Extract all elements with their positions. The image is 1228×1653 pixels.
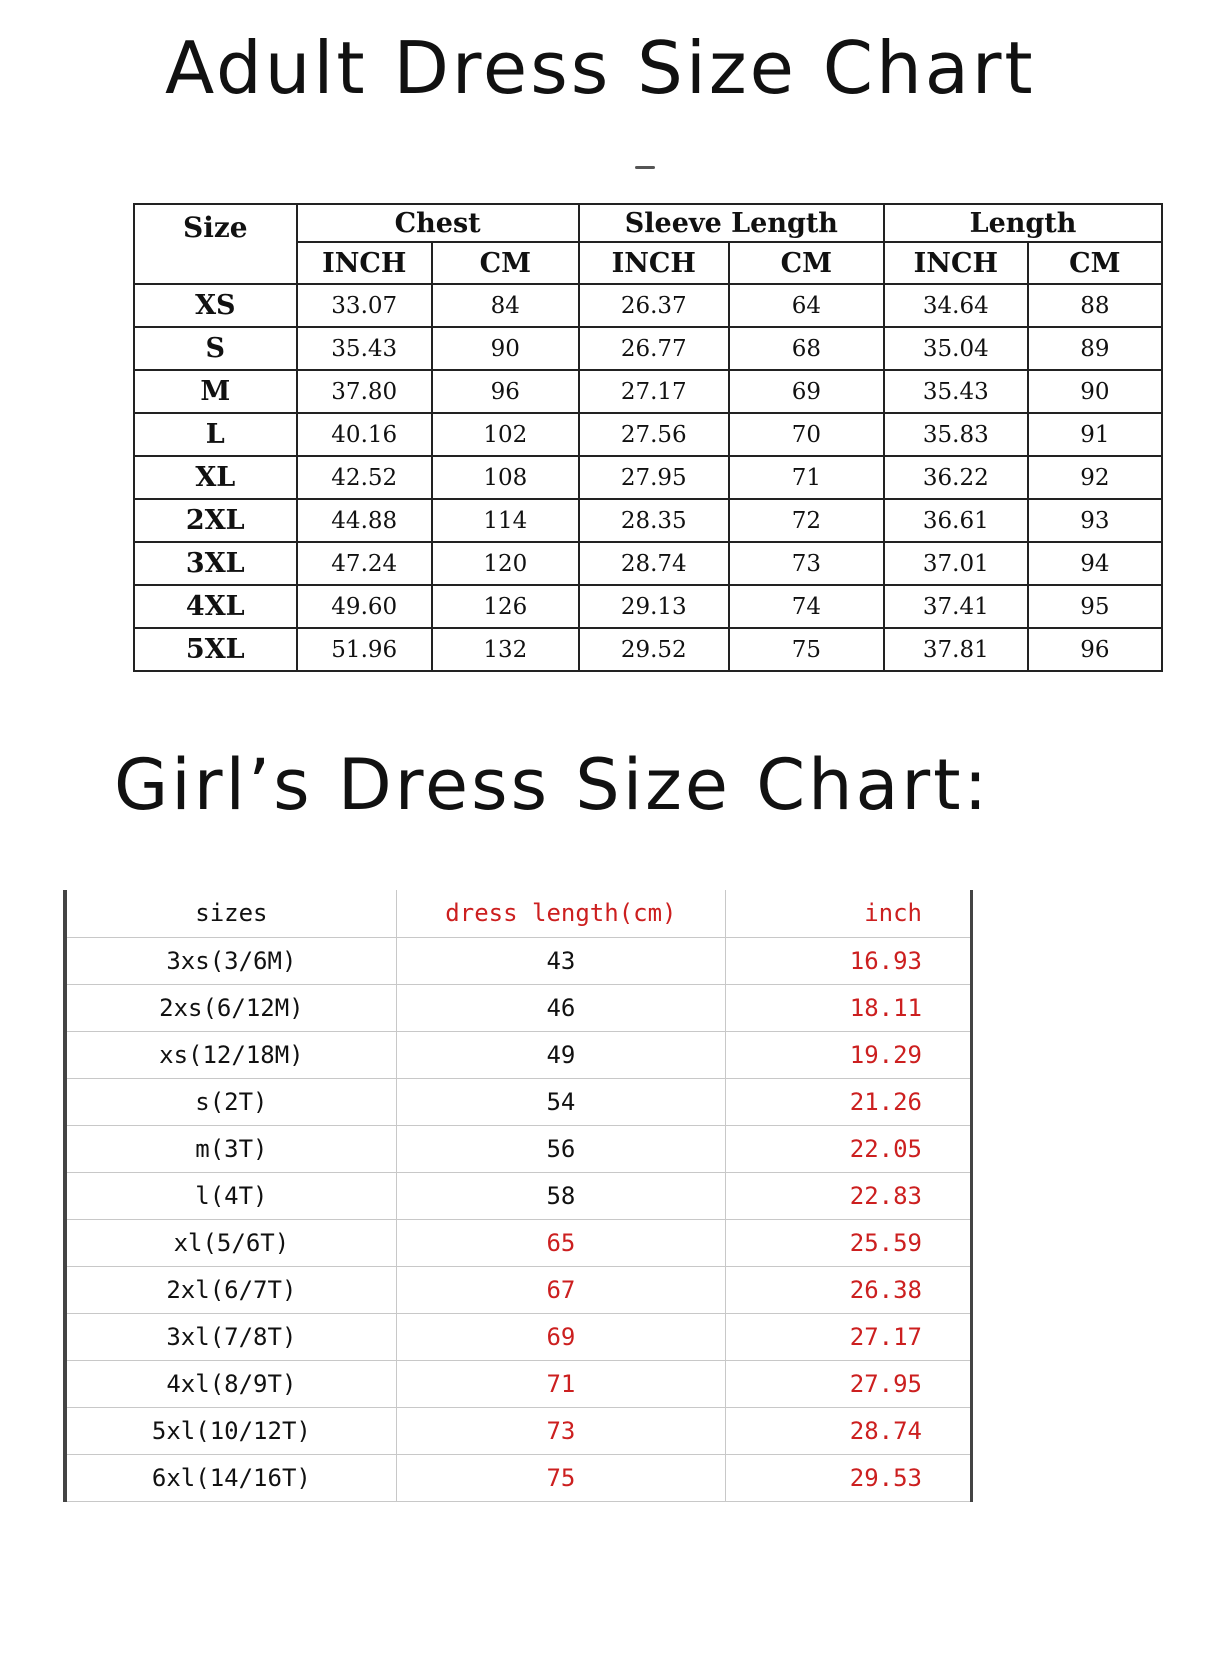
length-inch-cell: 37.81 bbox=[884, 628, 1028, 671]
size-cell: 6xl(14/16T) bbox=[65, 1454, 396, 1501]
sleeve-cm-header: CM bbox=[729, 242, 884, 284]
size-cell: 2xs(6/12M) bbox=[65, 984, 396, 1031]
dress-length-cm-cell: 65 bbox=[396, 1219, 725, 1266]
inch-header: inch bbox=[726, 890, 972, 937]
inch-cell: 18.11 bbox=[726, 984, 972, 1031]
table-row bbox=[65, 1078, 972, 1125]
length-header: Length bbox=[884, 204, 1162, 242]
sizes-header: sizes bbox=[65, 890, 396, 937]
dress-length-cm-cell: 69 bbox=[396, 1313, 725, 1360]
table-row bbox=[65, 1172, 972, 1219]
size-cell: l(4T) bbox=[65, 1172, 396, 1219]
table-row bbox=[65, 1360, 972, 1407]
dress-length-cm-cell: 71 bbox=[396, 1360, 725, 1407]
table-row bbox=[65, 937, 972, 984]
size-cell: XL bbox=[134, 456, 297, 499]
sleeve-cm-cell: 72 bbox=[729, 499, 884, 542]
chest-cm-cell: 84 bbox=[432, 284, 579, 327]
sleeve-inch-cell: 28.74 bbox=[579, 542, 729, 585]
dress-length-cm-cell: 46 bbox=[396, 984, 725, 1031]
size-cell: XS bbox=[134, 284, 297, 327]
chest-cm-cell: 108 bbox=[432, 456, 579, 499]
adult-table-body bbox=[134, 284, 1162, 671]
size-column-header: Size bbox=[134, 204, 297, 284]
inch-cell: 27.17 bbox=[726, 1313, 972, 1360]
chest-cm-cell: 132 bbox=[432, 628, 579, 671]
table-row bbox=[134, 585, 1162, 628]
length-cm-cell: 89 bbox=[1028, 327, 1162, 370]
size-cell: S bbox=[134, 327, 297, 370]
chest-inch-header: INCH bbox=[297, 242, 432, 284]
inch-cell: 16.93 bbox=[726, 937, 972, 984]
adult-chart-title: Adult Dress Size Chart bbox=[165, 26, 1036, 110]
table-row bbox=[65, 1266, 972, 1313]
size-cell: xs(12/18M) bbox=[65, 1031, 396, 1078]
table-row bbox=[134, 542, 1162, 585]
chest-inch-cell: 40.16 bbox=[297, 413, 432, 456]
length-cm-cell: 96 bbox=[1028, 628, 1162, 671]
sleeve-cm-cell: 64 bbox=[729, 284, 884, 327]
length-inch-cell: 36.61 bbox=[884, 499, 1028, 542]
sleeve-inch-cell: 29.13 bbox=[579, 585, 729, 628]
inch-cell: 22.05 bbox=[726, 1125, 972, 1172]
chest-cm-cell: 120 bbox=[432, 542, 579, 585]
chest-cm-cell: 114 bbox=[432, 499, 579, 542]
girl-table-body bbox=[65, 937, 972, 1501]
table-row bbox=[134, 499, 1162, 542]
inch-cell: 21.26 bbox=[726, 1078, 972, 1125]
adult-size-table bbox=[133, 203, 1163, 672]
size-cell: 4xl(8/9T) bbox=[65, 1360, 396, 1407]
size-cell: 3XL bbox=[134, 542, 297, 585]
size-cell: 2xl(6/7T) bbox=[65, 1266, 396, 1313]
table-row bbox=[65, 1313, 972, 1360]
chest-header: Chest bbox=[297, 204, 579, 242]
length-inch-cell: 37.01 bbox=[884, 542, 1028, 585]
dress-length-cm-cell: 67 bbox=[396, 1266, 725, 1313]
table-row bbox=[134, 456, 1162, 499]
chest-cm-cell: 96 bbox=[432, 370, 579, 413]
sleeve-inch-cell: 26.77 bbox=[579, 327, 729, 370]
dress-length-cm-cell: 54 bbox=[396, 1078, 725, 1125]
inch-cell: 26.38 bbox=[726, 1266, 972, 1313]
chest-cm-header: CM bbox=[432, 242, 579, 284]
sleeve-cm-cell: 71 bbox=[729, 456, 884, 499]
chest-inch-cell: 42.52 bbox=[297, 456, 432, 499]
chest-inch-cell: 37.80 bbox=[297, 370, 432, 413]
inch-cell: 25.59 bbox=[726, 1219, 972, 1266]
length-inch-cell: 35.04 bbox=[884, 327, 1028, 370]
dress-length-cm-cell: 73 bbox=[396, 1407, 725, 1454]
size-cell: s(2T) bbox=[65, 1078, 396, 1125]
chest-inch-cell: 51.96 bbox=[297, 628, 432, 671]
sleeve-inch-cell: 29.52 bbox=[579, 628, 729, 671]
table-row bbox=[134, 413, 1162, 456]
dress-length-cm-cell: 49 bbox=[396, 1031, 725, 1078]
dress-length-cm-cell: 75 bbox=[396, 1454, 725, 1501]
length-cm-cell: 90 bbox=[1028, 370, 1162, 413]
size-cell: 3xs(3/6M) bbox=[65, 937, 396, 984]
length-cm-cell: 91 bbox=[1028, 413, 1162, 456]
sleeve-inch-cell: 27.95 bbox=[579, 456, 729, 499]
chest-inch-cell: 49.60 bbox=[297, 585, 432, 628]
size-cell: L bbox=[134, 413, 297, 456]
table-row bbox=[134, 628, 1162, 671]
inch-cell: 22.83 bbox=[726, 1172, 972, 1219]
size-cell: 2XL bbox=[134, 499, 297, 542]
size-cell: m(3T) bbox=[65, 1125, 396, 1172]
table-row bbox=[134, 327, 1162, 370]
inch-cell: 29.53 bbox=[726, 1454, 972, 1501]
length-cm-cell: 94 bbox=[1028, 542, 1162, 585]
length-inch-cell: 35.43 bbox=[884, 370, 1028, 413]
sleeve-inch-cell: 28.35 bbox=[579, 499, 729, 542]
size-cell: M bbox=[134, 370, 297, 413]
chest-cm-cell: 126 bbox=[432, 585, 579, 628]
length-inch-cell: 37.41 bbox=[884, 585, 1028, 628]
table-row bbox=[65, 1219, 972, 1266]
sleeve-inch-header: INCH bbox=[579, 242, 729, 284]
table-row bbox=[134, 284, 1162, 327]
chest-inch-cell: 44.88 bbox=[297, 499, 432, 542]
length-cm-header: CM bbox=[1028, 242, 1162, 284]
dress-length-cm-cell: 43 bbox=[396, 937, 725, 984]
table-row bbox=[65, 984, 972, 1031]
sleeve-cm-cell: 73 bbox=[729, 542, 884, 585]
length-inch-cell: 35.83 bbox=[884, 413, 1028, 456]
length-cm-cell: 95 bbox=[1028, 585, 1162, 628]
chest-inch-cell: 47.24 bbox=[297, 542, 432, 585]
sleeve-cm-cell: 74 bbox=[729, 585, 884, 628]
size-cell: 5XL bbox=[134, 628, 297, 671]
sleeve-inch-cell: 26.37 bbox=[579, 284, 729, 327]
table-row bbox=[65, 1407, 972, 1454]
inch-cell: 19.29 bbox=[726, 1031, 972, 1078]
length-cm-cell: 93 bbox=[1028, 499, 1162, 542]
sleeve-cm-cell: 70 bbox=[729, 413, 884, 456]
length-inch-cell: 36.22 bbox=[884, 456, 1028, 499]
dress-length-cm-header: dress length(cm) bbox=[396, 890, 725, 937]
table-row bbox=[65, 1454, 972, 1501]
inch-cell: 28.74 bbox=[726, 1407, 972, 1454]
length-cm-cell: 92 bbox=[1028, 456, 1162, 499]
chest-cm-cell: 102 bbox=[432, 413, 579, 456]
sleeve-inch-cell: 27.56 bbox=[579, 413, 729, 456]
size-cell: 3xl(7/8T) bbox=[65, 1313, 396, 1360]
sleeve-cm-cell: 69 bbox=[729, 370, 884, 413]
dress-length-cm-cell: 58 bbox=[396, 1172, 725, 1219]
sleeve-inch-cell: 27.17 bbox=[579, 370, 729, 413]
dress-length-cm-cell: 56 bbox=[396, 1125, 725, 1172]
size-cell: xl(5/6T) bbox=[65, 1219, 396, 1266]
size-cell: 5xl(10/12T) bbox=[65, 1407, 396, 1454]
length-inch-header: INCH bbox=[884, 242, 1028, 284]
sleeve-cm-cell: 75 bbox=[729, 628, 884, 671]
inch-cell: 27.95 bbox=[726, 1360, 972, 1407]
table-row bbox=[65, 1031, 972, 1078]
table-row bbox=[134, 370, 1162, 413]
girl-size-table bbox=[63, 890, 973, 1502]
chest-inch-cell: 35.43 bbox=[297, 327, 432, 370]
sleeve-cm-cell: 68 bbox=[729, 327, 884, 370]
size-cell: 4XL bbox=[134, 585, 297, 628]
chest-cm-cell: 90 bbox=[432, 327, 579, 370]
length-inch-cell: 34.64 bbox=[884, 284, 1028, 327]
sleeve-length-header: Sleeve Length bbox=[579, 204, 884, 242]
stray-mark bbox=[635, 166, 655, 169]
length-cm-cell: 88 bbox=[1028, 284, 1162, 327]
girl-chart-title: Girl’s Dress Size Chart: bbox=[114, 744, 991, 826]
chest-inch-cell: 33.07 bbox=[297, 284, 432, 327]
table-row bbox=[65, 1125, 972, 1172]
